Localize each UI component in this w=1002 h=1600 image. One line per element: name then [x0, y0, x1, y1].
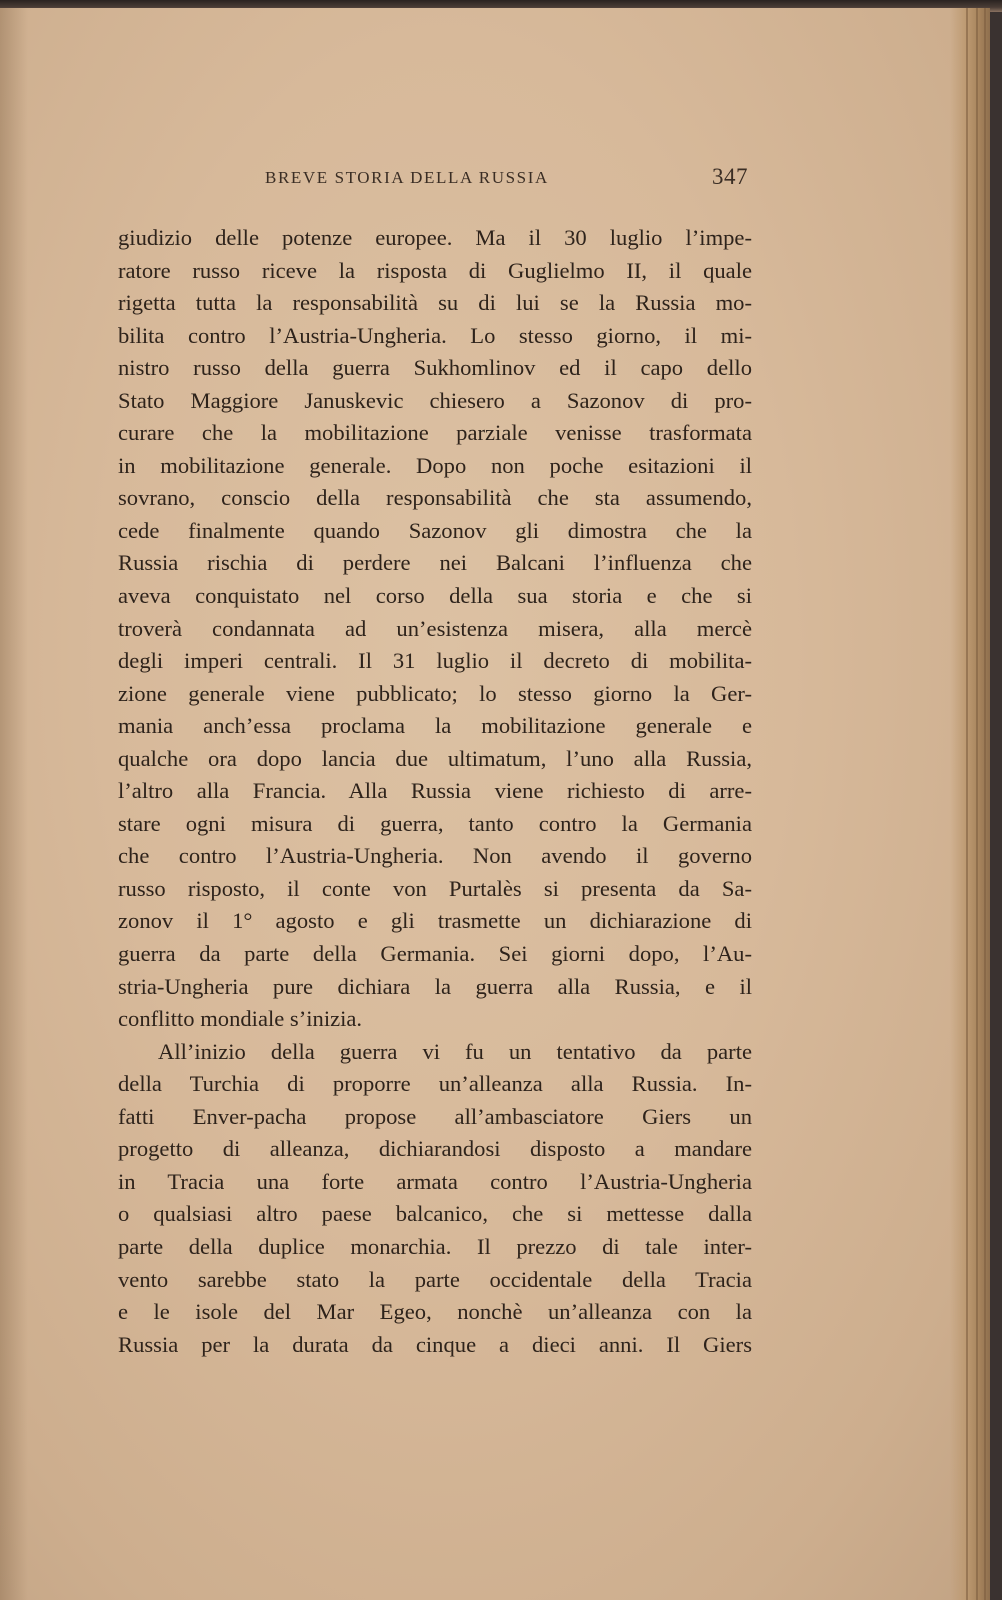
text-line: in mobilitazione generale. Dopo non poche esitazioni il: [118, 452, 752, 478]
text-line: che contro l’Austria-Ungheria. Non avendo il governo: [118, 843, 752, 869]
paragraph-1: [118, 222, 752, 1036]
text-line: della Turchia di proporre un’alleanza alla Russia. In-: [118, 1071, 752, 1097]
text-line: All’inizio della guerra vi fu un tentativo da parte: [158, 1038, 752, 1064]
text-line: giudizio delle potenze europee. Ma il 30 luglio l’impe-: [118, 225, 752, 250]
text-line: stria-Ungheria pure dichiara la guerra alla Russia, e il: [118, 973, 752, 999]
running-head: [118, 164, 748, 194]
text-line: stare ogni misura di guerra, tanto contro la Germania: [118, 810, 752, 836]
text-line: parte della duplice monarchia. Il prezzo di tale inter-: [118, 1233, 752, 1259]
page-edge-line: [984, 8, 986, 1600]
text-line: e le isole del Mar Egeo, nonchè un’alleanza con la: [118, 1299, 752, 1325]
text-line: conflitto mondiale s’inizia.: [118, 1006, 363, 1032]
text-line: nistro russo della guerra Sukhomlinov ed il capo dello: [118, 355, 752, 381]
text-line: ratore russo riceve la risposta di Guglielmo II, il quale: [118, 257, 752, 283]
text-line: zione generale viene pubblicato; lo stesso giorno la Ger-: [118, 680, 752, 706]
text-line: in Tracia una forte armata contro l’Austria-Ungheria: [118, 1168, 752, 1194]
text-line: cede finalmente quando Sazonov gli dimostra che la: [118, 517, 752, 543]
running-title: BREVE STORIA DELLA RUSSIA: [265, 168, 549, 187]
text-line: progetto di alleanza, dichiarandosi disposto a mandare: [118, 1136, 752, 1162]
page-edge-line: [976, 8, 978, 1600]
page-number: 347: [712, 164, 748, 189]
text-line: Stato Maggiore Januskevic chiesero a Sazonov di pro-: [118, 387, 752, 413]
page-edge-line: [966, 8, 968, 1600]
text-line: qualche ora dopo lancia due ultimatum, l’uno alla Russia,: [118, 745, 752, 771]
text-line: rigetta tutta la responsabilità su di lui se la Russia mo-: [118, 290, 752, 316]
text-line: degli imperi centrali. Il 31 luglio il decreto di mobilita-: [118, 648, 752, 674]
text-line: l’altro alla Francia. Alla Russia viene richiesto di arre-: [118, 778, 752, 804]
text-line: guerra da parte della Germania. Sei giorni dopo, l’Au-: [118, 941, 752, 967]
text-line: fatti Enver-pacha propose all’ambasciatore Giers un: [118, 1103, 752, 1129]
text-line: vento sarebbe stato la parte occidentale della Tracia: [118, 1266, 752, 1292]
text-line: aveva conquistato nel corso della sua storia e che si: [118, 583, 752, 609]
paragraph-2: [118, 1036, 752, 1361]
text-line: curare che la mobilitazione parziale venisse trasformata: [118, 420, 752, 446]
text-line: troverà condannata ad un’esistenza misera, alla mercè: [118, 615, 752, 641]
body-text: [118, 222, 752, 1361]
text-line: Russia rischia di perdere nei Balcani l’influenza che: [118, 550, 752, 576]
text-line: o qualsiasi altro paese balcanico, che si mettesse dalla: [118, 1201, 752, 1227]
text-line: bilita contro l’Austria-Ungheria. Lo stesso giorno, il mi-: [118, 322, 752, 348]
text-line: sovrano, conscio della responsabilità che sta assumendo,: [118, 485, 752, 511]
text-line: mania anch’essa proclama la mobilitazione generale e: [118, 713, 752, 739]
text-line: russo risposto, il conte von Purtalès si presenta da Sa-: [118, 875, 752, 901]
text-line: zonov il 1° agosto e gli trasmette un dichiarazione di: [118, 908, 752, 934]
text-line: Russia per la durata da cinque a dieci anni. Il Giers: [118, 1331, 752, 1357]
